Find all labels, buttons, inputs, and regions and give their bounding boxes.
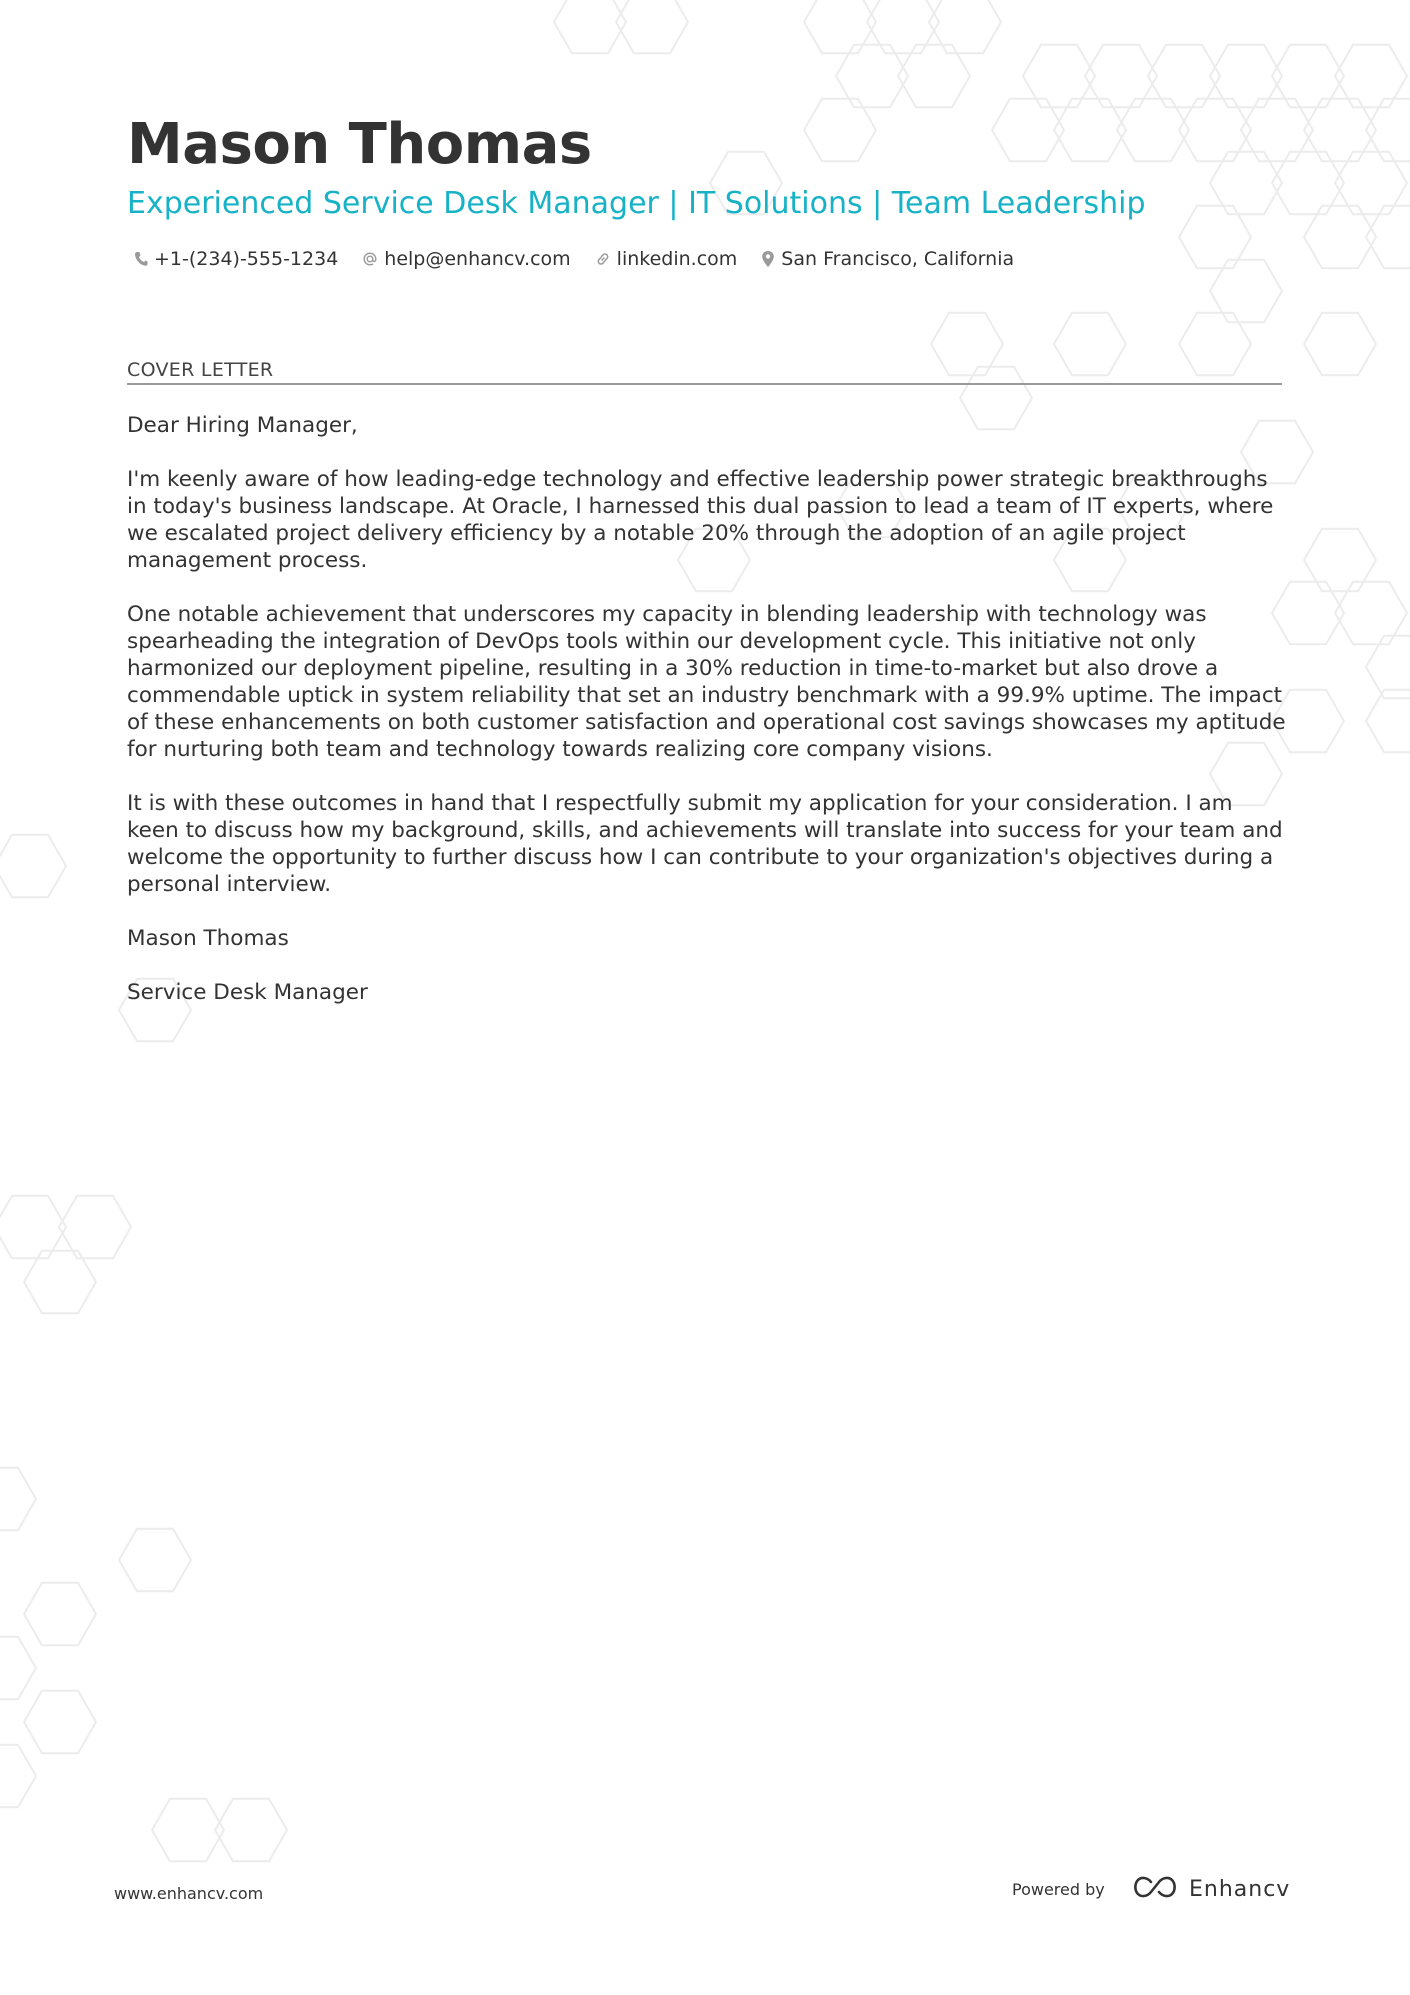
email-text: help@enhancv.com <box>384 248 571 270</box>
letter-paragraph: I'm keenly aware of how leading-edge technology and effective leadership power strategic breakthroughs in today's business landscape. At Oracle, I harnessed this dual passion to lead a team of IT experts, where we escalated project delivery efficiency by a notable 20% through the adoption of an agile project management process. <box>127 467 1274 573</box>
phone-text: +1-(234)-555-1234 <box>154 248 339 270</box>
letter-body <box>127 412 1287 1033</box>
brand-name: Enhancv <box>1189 1877 1291 1902</box>
section-divider <box>127 383 1282 385</box>
at-sign-icon <box>362 251 378 267</box>
location-pin-icon <box>761 250 775 268</box>
enhancv-logo-icon <box>1131 1874 1179 1905</box>
signature-name: Mason Thomas <box>127 926 289 951</box>
contact-phone <box>134 248 338 270</box>
letter-paragraph: One notable achievement that underscores my capacity in blending leadership with technology was spearheading the integration of DevOps tools within our development cycle. This initiative not only harmonized our deployment pipeline, resulting in a 30% reduction in time-to-market but also drove a commendable uptick in system reliability that set an industry benchmark with a 99.9% uptime. The impact of these enhancements on both customer satisfaction and operational cost savings showcases my aptitude for nurturing both team and technology towards realizing core company visions. <box>127 602 1286 762</box>
letter-greeting: Dear Hiring Manager, <box>127 413 358 438</box>
contact-info-row <box>134 244 1014 274</box>
linkedin-text: linkedin.com <box>616 248 738 270</box>
candidate-headline: Experienced Service Desk Manager | IT Solutions | Team Leadership <box>127 186 1146 221</box>
contact-email <box>362 248 570 270</box>
location-text: San Francisco, California <box>781 248 1015 270</box>
section-title: COVER LETTER <box>127 359 274 381</box>
footer-website-link[interactable]: www.enhancv.com <box>114 1884 264 1903</box>
signature-title: Service Desk Manager <box>127 980 368 1005</box>
link-icon <box>595 251 611 267</box>
brand-logo[interactable] <box>1131 1874 1290 1905</box>
contact-location <box>761 248 1014 270</box>
candidate-name: Mason Thomas <box>127 112 592 177</box>
phone-icon <box>134 251 148 267</box>
powered-by-label: Powered by <box>1012 1880 1105 1899</box>
letter-paragraph: It is with these outcomes in hand that I respectfully submit my application for your consideration. I am keen to discuss how my background, skills, and achievements will translate into success for your team and welcome the opportunity to further discuss how I can contribute to your organization's objectives during a personal interview. <box>127 791 1283 897</box>
contact-linkedin <box>595 248 738 270</box>
